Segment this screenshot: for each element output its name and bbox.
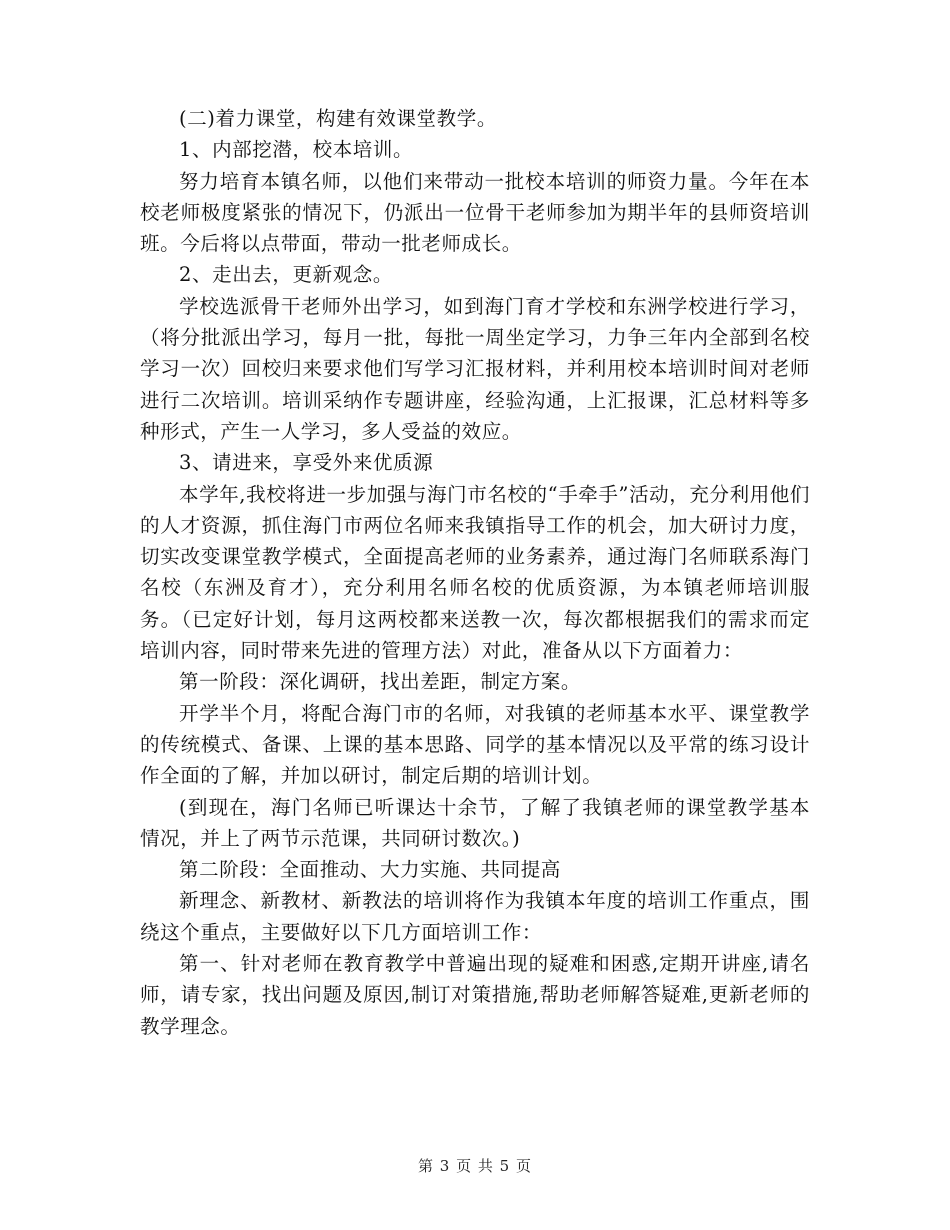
body-paragraph: (到现在，海门名师已听课达十余节，了解了我镇老师的课堂教学基本情况，并上了两节示范课，共同研讨数次。): [140, 795, 810, 850]
body-paragraph: 开学半个月，将配合海门市的名师，对我镇的老师基本水平、课堂教学的传统模式、备课、上课的基本思路、同学的基本情况以及平常的练习设计作全面的了解，并加以研讨，制定后期的培训计划。: [140, 701, 810, 788]
subsection-heading: 1、内部挖潜，校本培训。: [179, 138, 414, 162]
body-paragraph: 学校选派骨干老师外出学习，如到海门育才学校和东洲学校进行学习，（将分批派出学习，每月一批，每批一周坐定学习，力争三年内全部到名校学习一次）回校归来要求他们写学习汇报材料，并利用校本培训时间对老师进行二次培训。培训采纳作专题讲座，经验沟通，上汇报课，汇总材料等多种形式，产生一人学习，多人受益的效应。: [140, 294, 810, 443]
body-paragraph: 新理念、新教材、新教法的培训将作为我镇本年度的培训工作重点，围绕这个重点，主要做好以下几方面培训工作：: [140, 889, 810, 944]
body-paragraph: 第一、针对老师在教育教学中普遍出现的疑难和困惑,定期开讲座,请名师，请专家，找出问题及原因,制订对策措施,帮助老师解答疑难,更新老师的教学理念。: [140, 952, 810, 1038]
stage-heading: 第一阶段：深化调研，找出差距，制定方案。: [179, 670, 582, 694]
document-body: [140, 103, 810, 1042]
subsection-heading: 2、走出去，更新观念。: [179, 263, 394, 287]
body-paragraph: 努力培育本镇名师，以他们来带动一批校本培训的师资力量。今年在本校老师极度紧张的情况下，仍派出一位骨干老师参加为期半年的县师资培训班。今后将以点带面，带动一批老师成长。: [140, 169, 810, 256]
section-heading: (二)着力课堂，构建有效课堂教学。: [179, 107, 497, 130]
stage-heading: 第二阶段：全面推动、大力实施、共同提高: [179, 858, 561, 882]
body-paragraph: 本学年,我校将进一步加强与海门市名校的“手牵手”活动，充分利用他们的人才资源，抓住海门市两位名师来我镇指导工作的机会，加大研讨力度，切实改变课堂教学模式，全面提高老师的业务素养，通过海门名师联系海门名校（东洲及育才），充分利用名师名校的优质资源，为本镇老师培训服务。（已定好计划，每月这两校都来送教一次，每次都根据我们的需求而定培训内容，同时带来先进的管理方法）对此，准备从以下方面着力：: [140, 482, 810, 663]
page-number-footer: 第 3 页 共 5 页: [418, 1157, 532, 1175]
subsection-heading: 3、请进来，享受外来优质源: [179, 451, 434, 475]
